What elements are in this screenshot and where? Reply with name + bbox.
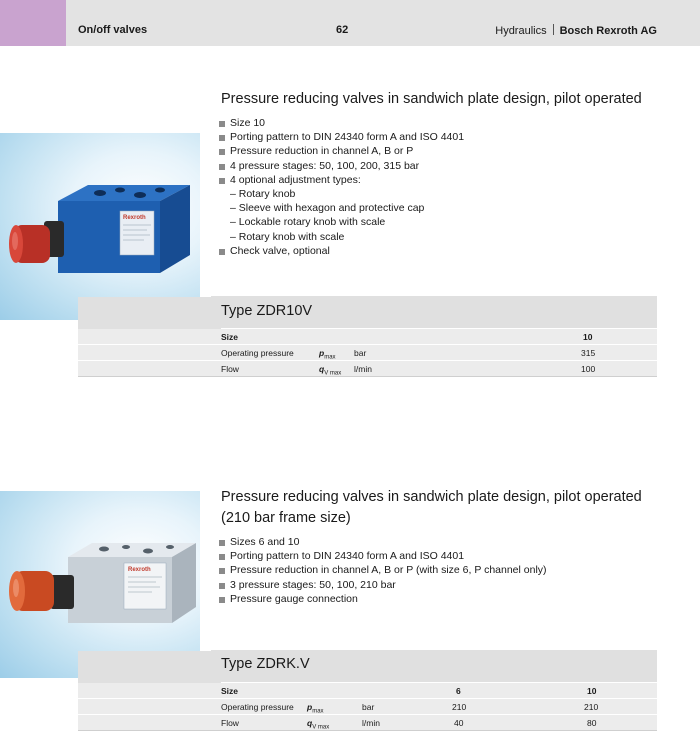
spec-value: 40 — [454, 718, 464, 728]
spec-value: 100 — [581, 364, 596, 374]
size-label: Size — [221, 332, 239, 342]
spec-value: 210 — [584, 702, 599, 712]
feature-item: Porting pattern to DIN 24340 form A and ISO 4401 — [219, 130, 464, 144]
feature-item: 4 pressure stages: 50, 100, 200, 315 bar — [219, 159, 464, 173]
product-title — [221, 487, 642, 529]
feature-item: Sizes 6 and 10 — [219, 535, 547, 549]
product-image-zdr10v — [0, 133, 200, 320]
feature-subitem: – Rotary knob with scale — [230, 230, 345, 243]
spec-label: Operating pressure — [221, 348, 294, 358]
spec-row — [78, 699, 657, 715]
valve-illustration — [0, 133, 200, 320]
valve-illustration — [0, 491, 200, 678]
feature-list — [219, 535, 547, 606]
spec-unit: bar — [354, 348, 367, 358]
spec-row — [78, 345, 657, 361]
feature-item: 3 pressure stages: 50, 100, 210 bar — [219, 578, 547, 592]
type-band-left — [78, 651, 221, 683]
spec-value: 80 — [587, 718, 597, 728]
spec-value: 315 — [581, 348, 596, 358]
page-header — [0, 0, 700, 46]
size-label: Size — [221, 686, 239, 696]
spec-value: 210 — [452, 702, 467, 712]
feature-item: Porting pattern to DIN 24340 form A and ISO 4401 — [219, 549, 547, 563]
feature-item: Pressure reduction in channel A, B or P (with size 6, P channel only) — [219, 563, 547, 577]
spec-table — [78, 329, 657, 377]
rexroth-logo: Rexroth — [123, 215, 146, 221]
feature-item: 4 optional adjustment types: — [219, 173, 464, 187]
spec-symbol — [319, 361, 341, 382]
type-band-left — [78, 297, 221, 329]
size-value: 6 — [456, 686, 461, 696]
size-value: 10 — [587, 686, 597, 696]
product-image-zdrkv — [0, 491, 200, 678]
symbol-subscript: max — [324, 354, 336, 361]
feature-list — [219, 116, 464, 258]
spec-label: Flow — [221, 364, 239, 374]
symbol-subscript: V max — [312, 724, 330, 731]
spec-label: Operating pressure — [221, 702, 294, 712]
type-title: Type ZDR10V — [221, 303, 313, 319]
product-title-line: Pressure reducing valves in sandwich plate design, pilot operated — [221, 91, 642, 107]
symbol-letter: p — [319, 348, 325, 358]
spec-label: Flow — [221, 718, 239, 728]
spec-unit: l/min — [354, 364, 372, 374]
symbol-letter: q — [319, 364, 325, 374]
feature-subitem: – Sleeve with hexagon and protective cap — [230, 202, 425, 215]
symbol-letter: q — [307, 718, 313, 728]
spec-table — [78, 683, 657, 731]
type-title: Type ZDRK.V — [221, 656, 310, 672]
symbol-subscript: V max — [324, 370, 342, 377]
feature-item: Pressure gauge connection — [219, 592, 547, 606]
feature-subitem: – Rotary knob — [230, 188, 296, 201]
header-divider — [553, 24, 554, 35]
feature-subitem: – Lockable rotary knob with scale — [230, 216, 386, 229]
feature-item: Pressure reduction in channel A, B or P — [219, 144, 464, 158]
product-title-line: Pressure reducing valves in sandwich plate design, pilot operated — [221, 489, 642, 505]
brand-name: Bosch Rexroth AG — [559, 25, 657, 37]
feature-item: Size 10 — [219, 116, 464, 130]
spec-row — [78, 361, 657, 377]
section-title: On/off valves — [78, 24, 148, 36]
header-accent-block — [0, 0, 66, 46]
product-title — [221, 89, 642, 110]
spec-header-row — [78, 683, 657, 699]
header-brand-line — [495, 24, 657, 37]
spec-unit: l/min — [362, 718, 380, 728]
size-value: 10 — [583, 332, 593, 342]
spec-symbol — [307, 715, 329, 734]
category-label: Hydraulics — [495, 25, 547, 37]
page-number: 62 — [336, 24, 349, 36]
product-title-line: (210 bar frame size) — [221, 510, 351, 526]
spec-unit: bar — [362, 702, 375, 712]
feature-item: Check valve, optional — [219, 244, 464, 258]
symbol-letter: p — [307, 702, 313, 712]
spec-header-row — [78, 329, 657, 345]
rexroth-logo: Rexroth — [128, 567, 151, 573]
symbol-subscript: max — [312, 708, 324, 715]
spec-row — [78, 715, 657, 731]
